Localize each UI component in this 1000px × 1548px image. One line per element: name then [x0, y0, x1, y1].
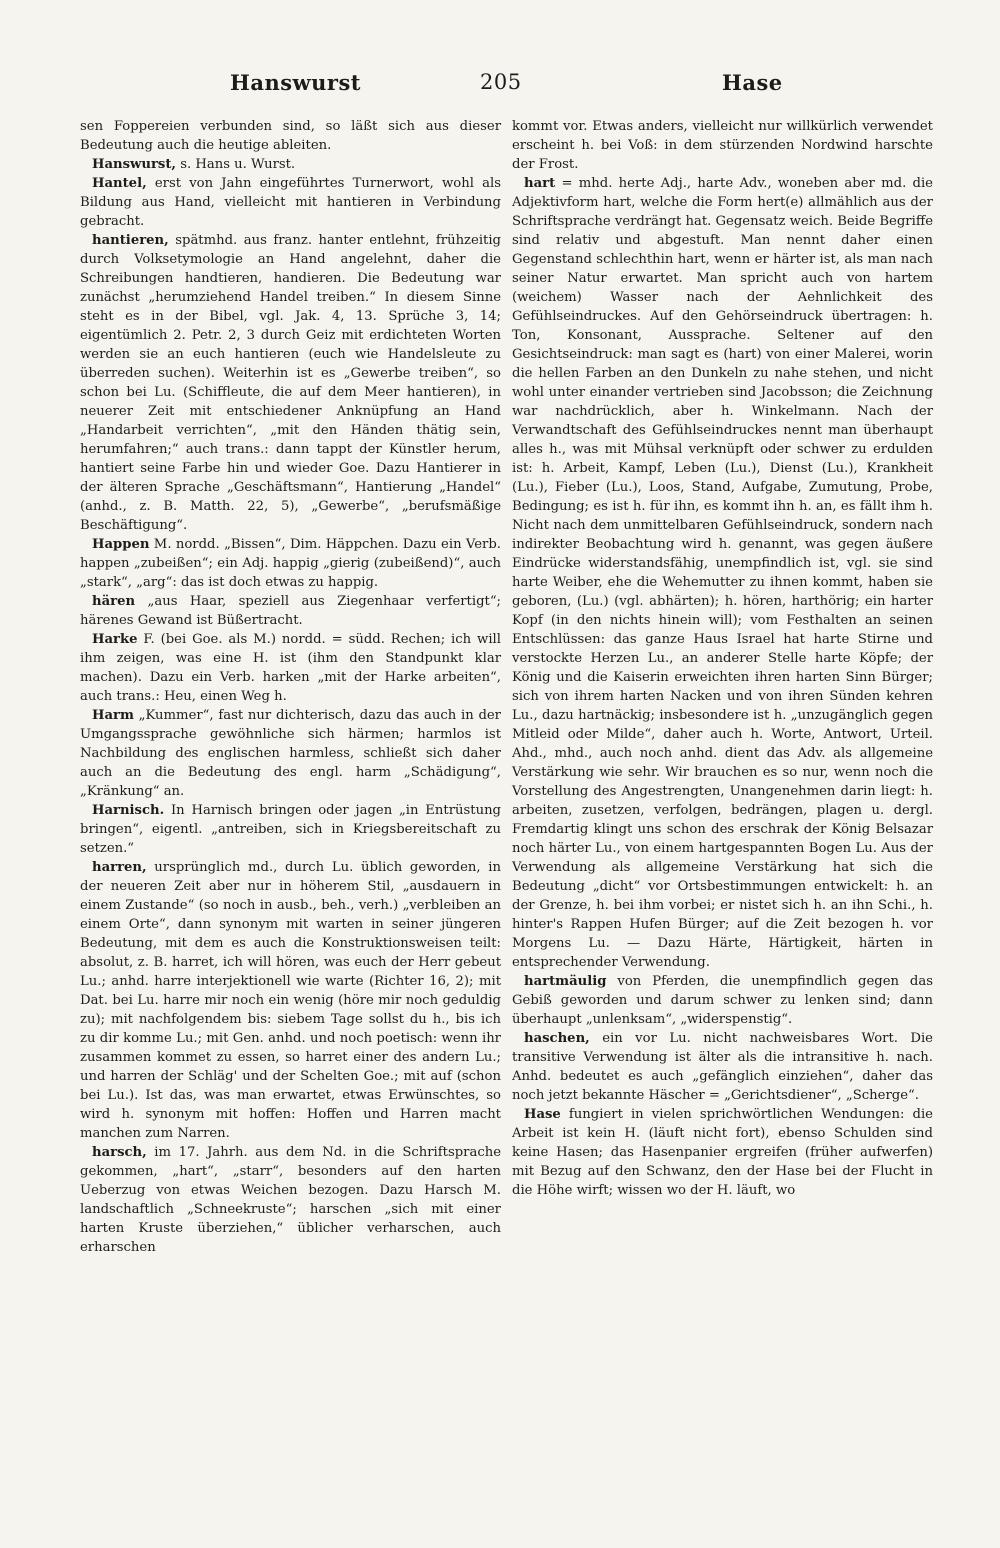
- entry-text: sen Foppereien verbunden sind, so läßt sich aus dieser Bedeutung auch die heutige ableiten.: [80, 119, 501, 153]
- entry-text: „aus Haar, speziell aus Ziegenhaar verfertigt“; härenes Gewand ist Büßertracht.: [80, 594, 501, 628]
- entry-headword: Hanswurst,: [92, 157, 177, 172]
- dictionary-entry: [80, 858, 501, 1143]
- entry-headword: hartmäulig: [524, 974, 607, 989]
- entry-headword: harsch,: [92, 1145, 147, 1160]
- entry-text: s. Hans u. Wurst.: [176, 157, 296, 172]
- left-column: [80, 117, 501, 1257]
- entry-text: = mhd. herte Adj., harte Adv., woneben aber md. die Adjektivform hart, welche die Form hert(e) allmählich aus der Schriftsprache verdrängt hat. Gegensatz weich. Beide Begriffe sind relativ und abgestuft. Man nennt daher einen Gegenstand schlechthin hart, wenn er härter ist, als man nach seiner Natur erwartet. Man spricht auch von hartem (weichem) Wasser nach der Aehnlichkeit des Gefühlseindruckes. Auf den Gehörseindruck übertragen: h. Ton, Konsonant, Aussprache. Seltener auf den Gesichtseindruck: man sagt es (hart) von einer Malerei, worin die hellen Farben an den Dunkeln zu nahe stehen, und nicht wohl unter einander vertrieben sind Jacobsson; die Zeichnung war nachdrücklich, aber h. Winkelmann. Nach der Verwandtschaft des Gefühlseindruckes nennt man überhaupt alles h., was mit Mühsal verknüpft oder schwer zu erdulden ist: h. Arbeit, Kampf, Leben (Lu.), Dienst (Lu.), Krankheit (Lu.), Fieber (Lu.), Loos, Stand, Aufgabe, Zumutung, Probe, Bedingung; es ist h. für ihn, es kommt ihn h. an, es fällt ihm h. Nicht nach dem unmittelbaren Gefühlseindruck, sondern nach indirekter Beobachtung wird h. genannt, was gegen äußere Eindrücke widerstandsfähig, unempfindlich ist, vgl. sie sind harte Weiber, ehe die Wehemutter zu ihnen kommt, haben sie geboren, (Lu.) (vgl. abhärten); h. hören, harthörig; ein harter Kopf (in den nichts hinein will); vom Festhalten an seinen Entschlüssen: das ganze Haus Israel hat harte Stirne und verstockte Herzen Lu., an anderer Stelle harte Köpfe; der König und die Kaiserin erweichten ihren harten Sinn Bürger; sich von ihrem harten Nacken und von ihren Sünden kehren Lu., dazu hartnäckig; insbesondere ist h. „unzugänglich gegen Mitleid oder Milde“, daher auch h. Worte, Antwort, Urteil. Ahd., mhd., auch noch anhd. dient das Adv. als allgemeine Verstärkung wie sehr. Wir brauchen es so nur, wenn noch die Vorstellung des Angestrengten, Unangenehmen darin liegt: h. arbeiten, zusetzen, verfolgen, bedrängen, plagen u. dergl. Fremdartig klingt uns schon des erschrak der König Belsazar noch härter Lu., von einem hartgespannten Bogen Lu. Aus der Verwendung als allgemeine Verstärkung hat sich die Bedeutung „dicht“ vor Ortsbestimmungen entwickelt: h. an der Grenze, h. bei ihm vorbei; er nistet sich h. an ihn Schi., h. hinter's Rappen Hufen Bürger; auf die Zeit bezogen h. vor Morgens Lu. — Dazu Härte, Härtigkeit, härten in entsprechender Verwendung.: [512, 176, 934, 970]
- dictionary-entry: [512, 174, 933, 972]
- dictionary-entry: [80, 535, 501, 592]
- entry-text: kommt vor. Etwas anders, vielleicht nur willkürlich verwendet erscheint h. bei Voß: in dem stürzenden Nordwind harschte der Frost.: [512, 119, 933, 172]
- entry-headword: hären: [92, 594, 136, 609]
- entry-text: von Pferden, die unempfindlich gegen das Gebiß geworden und darum schwer zu lenken sind; dann überhaupt „unlenksam“, „widerspenstig“.: [512, 974, 933, 1027]
- dictionary-entry: [80, 155, 501, 174]
- entry-headword: harren,: [92, 860, 147, 875]
- header-left-keyword: Hanswurst: [230, 70, 361, 95]
- dictionary-entry: [80, 801, 501, 858]
- entry-headword: Harke: [92, 632, 138, 647]
- right-column: [512, 117, 933, 1200]
- entry-text: In Harnisch bringen oder jagen „in Entrüstung bringen“, eigentl. „antreiben, sich in Kriegsbereitschaft zu setzen.“: [80, 803, 501, 856]
- dictionary-entry: [512, 117, 933, 174]
- entry-text: „Kummer“, fast nur dichterisch, dazu das auch in der Umgangssprache gewöhnliche sich härmen; harmlos ist Nachbildung des englischen harmless, schließt sich daher auch an die Bedeutung des engl. harm „Schädigung“, „Kränkung“ an.: [80, 708, 501, 799]
- entry-headword: Harnisch.: [92, 803, 165, 818]
- dictionary-entry: [80, 706, 501, 801]
- dictionary-entry: [512, 1105, 933, 1200]
- dictionary-entry: [80, 231, 501, 535]
- dictionary-entry: [512, 972, 933, 1029]
- entry-headword: Happen: [92, 537, 150, 552]
- page-number: 205: [480, 70, 522, 94]
- dictionary-entry: [80, 592, 501, 630]
- entry-headword: hart: [524, 176, 556, 191]
- dictionary-entry: [512, 1029, 933, 1105]
- entry-text: fungiert in vielen sprichwörtlichen Wendungen: die Arbeit ist kein H. (läuft nicht fort), ebenso Schulden sind keine Hasen; das Hasenpanier ergreifen (früher aufwerfen) mit Bezug auf den Schwanz, den der Hase bei der Flucht in die Höhe wirft; wissen wo der H. läuft, wo: [512, 1107, 933, 1198]
- dictionary-entry: [80, 117, 501, 155]
- entry-headword: Hantel,: [92, 176, 147, 191]
- header-right-keyword: Hase: [722, 70, 783, 95]
- entry-headword: haschen,: [524, 1031, 590, 1046]
- entry-headword: Harm: [92, 708, 134, 723]
- entry-text: M. nordd. „Bissen“, Dim. Häppchen. Dazu ein Verb. happen „zubeißen“; ein Adj. happig „gierig (zubeißend)“, auch „stark“, „arg“: das ist doch etwas zu happig.: [80, 537, 501, 590]
- entry-headword: Hase: [524, 1107, 561, 1122]
- dictionary-entry: [80, 174, 501, 231]
- running-header: [80, 70, 932, 100]
- entry-text: spätmhd. aus franz. hanter entlehnt, frühzeitig durch Volksetymologie an Hand angelehnt, daher die Schreibungen handtieren, handieren. Die Bedeutung war zunächst „herumziehend Handel treiben.“ In diesem Sinne steht es in der Bibel, vgl. Jak. 4, 13. Sprüche 3, 14; eigentümlich 2. Petr. 2, 3 durch Geiz mit erdichteten Worten werden sie an euch hantieren (euch wie Handelsleute zu überreden suchen). Weiterhin ist es „Gewerbe treiben“, so schon bei Lu. (Schiffleute, die auf dem Meer hantieren), in neuerer Zeit mit entschiedener Anknüpfung an Hand „Handarbeit verrichten“, „mit den Händen thätig sein, herumfahren;“ auch trans.: dann tappt der Künstler herum, hantiert seine Farbe hin und wieder Goe. Dazu Hantierer in der älteren Sprache „Geschäftsmann“, Hantierung „Handel“ (anhd., z. B. Matth. 22, 5), „Gewerbe“, „berufsmäßige Beschäftigung“.: [80, 233, 501, 533]
- entry-text: erst von Jahn eingeführtes Turnerwort, wohl als Bildung aus Hand, vielleicht mit hantieren in Verbindung gebracht.: [80, 176, 501, 229]
- dictionary-entry: [80, 630, 501, 706]
- dictionary-entry: [80, 1143, 501, 1257]
- entry-text: F. (bei Goe. als M.) nordd. = südd. Rechen; ich will ihm zeigen, was eine H. ist (ihm den Standpunkt klar machen). Dazu ein Verb. harken „mit der Harke arbeiten“, auch trans.: Heu, einen Weg h.: [80, 632, 501, 704]
- entry-headword: hantieren,: [92, 233, 169, 248]
- entry-text: im 17. Jahrh. aus dem Nd. in die Schriftsprache gekommen, „hart“, „starr“, besonders auf den harten Ueberzug von etwas Weichen bezogen. Dazu Harsch M. landschaftlich „Schneekruste“; harschen „sich mit einer harten Kruste überziehen,“ üblicher verharschen, auch erharschen: [80, 1145, 501, 1255]
- entry-text: ursprünglich md., durch Lu. üblich geworden, in der neueren Zeit aber nur in höherem Stil, „ausdauern in einem Zustande“ (so noch in ausb., beh., verh.) „verbleiben an einem Orte“, dann synonym mit warten in seiner jüngeren Bedeutung, mit dem es auch die Konstruktionsweisen teilt: absolut, z. B. harret, ich will hören, was euch der Herr gebeut Lu.; anhd. harre interjektionell wie warte (Richter 16, 2); mit Dat. bei Lu. harre mir noch ein wenig (höre mir noch geduldig zu); mit nachfolgendem bis: siebem Tage sollst du h., bis ich zu dir komme Lu.; mit Gen. anhd. und noch poetisch: wenn ihr zusammen kommet zu essen, so harret einer des andern Lu.; und harren der Schläg' und der Schelten Goe.; mit auf (schon bei Lu.). Ist das, was man erwartet, etwas Erwünschtes, so wird h. synonym mit hoffen: Hoffen und Harren macht manchen zum Narren.: [80, 860, 501, 1141]
- entry-text: ein vor Lu. nicht nachweisbares Wort. Die transitive Verwendung ist älter als die intransitive h. nach. Anhd. bedeutet es auch „gefänglich einziehen“, daher das noch jetzt bekannte Häscher = „Gerichtsdiener“, „Scherge“.: [512, 1031, 933, 1103]
